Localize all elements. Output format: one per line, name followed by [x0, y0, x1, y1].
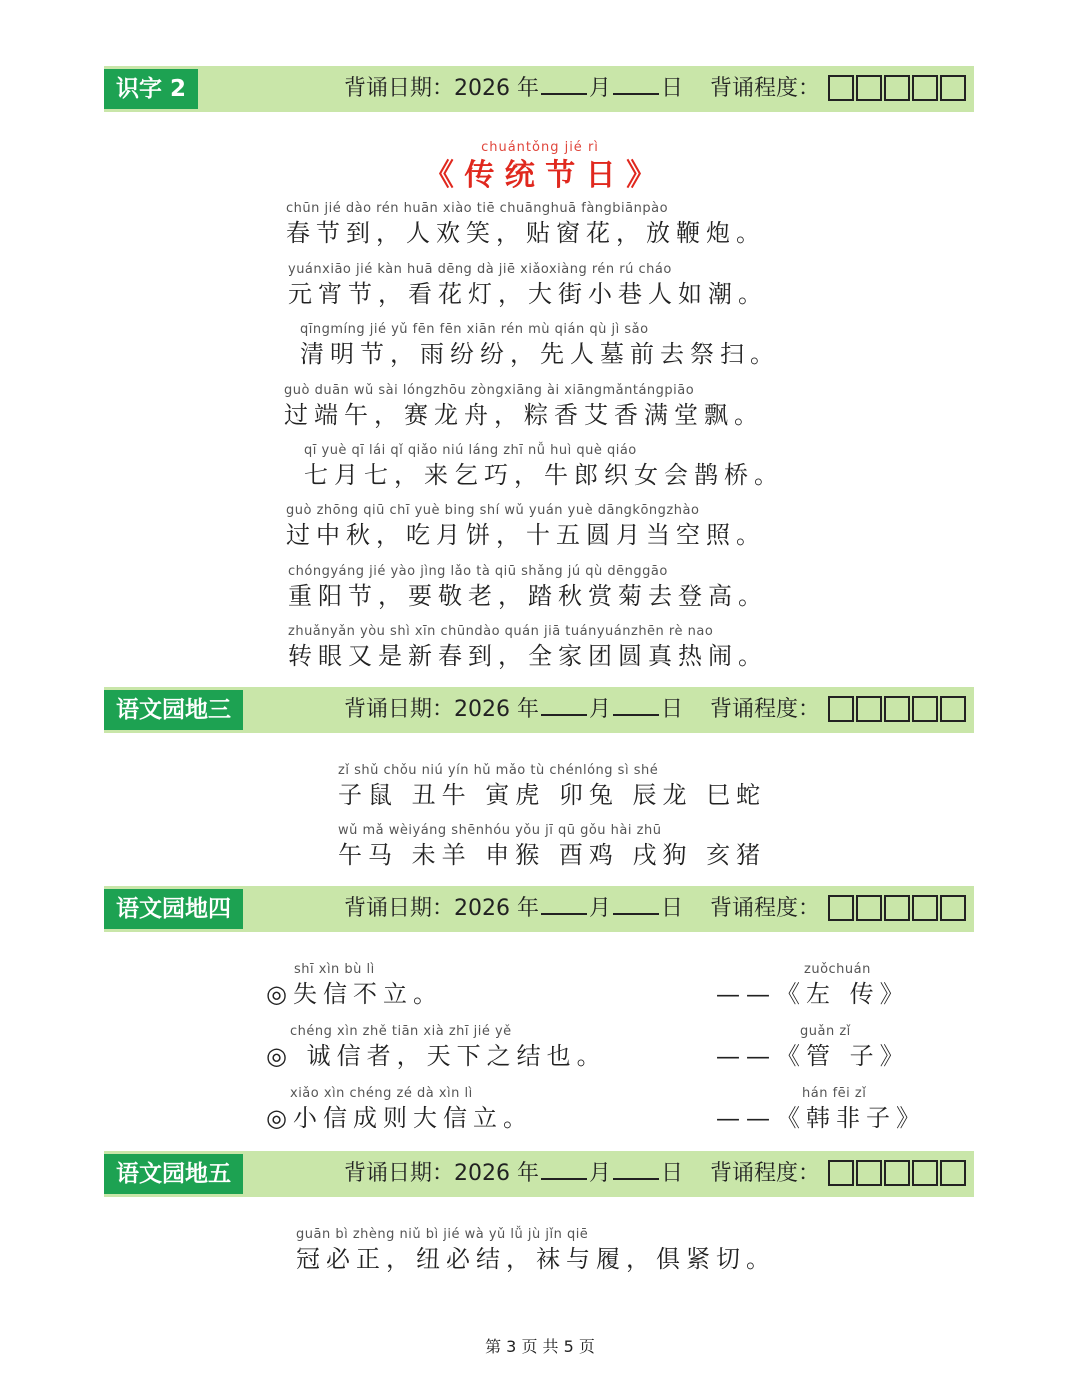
progress-boxes[interactable]	[828, 75, 968, 101]
progress-checkbox[interactable]	[884, 1160, 910, 1186]
section-header-1	[104, 66, 974, 112]
month-blank[interactable]	[541, 688, 587, 716]
progress-checkbox[interactable]	[912, 895, 938, 921]
poem-line: guò duān wǔ sài lóngzhōu zòngxiāng ài xiāngmǎntángpiāo 过端午，赛龙舟，粽香艾香满堂飘。	[284, 383, 764, 429]
recite-date: 背诵日期：2026 年 月 日	[344, 886, 683, 932]
section-tag: 语文园地五	[104, 1154, 243, 1194]
progress-boxes[interactable]	[828, 1160, 968, 1186]
poem-line: qīngmíng jié yǔ fēn fēn xiān rén mù qián qù jì sǎo 清明节，雨纷纷，先人墓前去祭扫。	[300, 322, 780, 368]
section-tag: 语文园地四	[104, 889, 243, 929]
section-header-4	[104, 1151, 974, 1197]
progress-checkbox[interactable]	[828, 696, 854, 722]
poem-line: zhuǎnyǎn yòu shì xīn chūndào quán jiā tuányuánzhēn rè nao 转眼又是新春到，全家团圆真热闹。	[288, 624, 768, 670]
saying-line: shī xìn bù lì ◎失信不立。	[266, 962, 443, 1008]
progress-checkbox[interactable]	[856, 895, 882, 921]
poem-line: yuánxiāo jié kàn huā dēng dà jiē xiǎoxiàng rén rú cháo 元宵节，看花灯，大街小巷人如潮。	[288, 262, 768, 308]
poem-line: guò zhōng qiū chī yuè bing shí wǔ yuán yuè dāngkōngzhào 过中秋，吃月饼，十五圆月当空照。	[286, 503, 766, 549]
progress-checkbox[interactable]	[940, 75, 966, 101]
progress-checkbox[interactable]	[884, 75, 910, 101]
rules-line: guān bì zhèng niǔ bì jié wà yǔ lǚ jù jǐn qiē 冠必正，纽必结，袜与履，俱紧切。	[296, 1227, 776, 1273]
recite-date: 背诵日期：2026 年 月 日	[344, 66, 683, 112]
recite-date: 背诵日期：2026 年 月 日	[344, 687, 683, 733]
poem-line: qī yuè qī lái qǐ qiǎo niú láng zhī nǚ huì què qiáo 七月七，来乞巧，牛郎织女会鹊桥。	[304, 443, 784, 489]
day-blank[interactable]	[613, 688, 659, 716]
progress-checkbox[interactable]	[884, 696, 910, 722]
month-blank[interactable]	[541, 1152, 587, 1180]
progress-checkbox[interactable]	[912, 696, 938, 722]
progress-label: 背诵程度：	[710, 76, 821, 101]
progress-checkbox[interactable]	[828, 895, 854, 921]
section-header-3	[104, 886, 974, 932]
progress-label: 背诵程度：	[710, 697, 821, 722]
month-blank[interactable]	[541, 887, 587, 915]
progress-checkbox[interactable]	[940, 696, 966, 722]
progress-label: 背诵程度：	[710, 1161, 821, 1186]
progress-checkbox[interactable]	[940, 1160, 966, 1186]
day-blank[interactable]	[613, 67, 659, 95]
progress-checkbox[interactable]	[828, 75, 854, 101]
day-blank[interactable]	[613, 1152, 659, 1180]
section-tag: 识字 2	[104, 69, 198, 109]
saying-source: zuǒchuán ——《左 传》	[716, 962, 910, 1008]
poem-title: 《 传 统 节 日 》	[423, 158, 657, 193]
title-pinyin: chuántǒng jié rì	[481, 140, 599, 155]
progress-checkbox[interactable]	[912, 75, 938, 101]
section-tag: 语文园地三	[104, 690, 243, 730]
poem-line: chūn jié dào rén huān xiào tiē chuānghuā fàngbiānpào 春节到，人欢笑，贴窗花，放鞭炮。	[286, 201, 766, 247]
saying-line: xiǎo xìn chéng zé dà xìn lì ◎小信成则大信立。	[266, 1086, 533, 1132]
progress-checkbox[interactable]	[940, 895, 966, 921]
recite-date: 背诵日期：2026 年 月 日	[344, 1151, 683, 1197]
month-blank[interactable]	[541, 67, 587, 95]
progress-checkbox[interactable]	[828, 1160, 854, 1186]
saying-line: chéng xìn zhě tiān xià zhī jié yě ◎ 诚信者，天下之结也。	[266, 1024, 607, 1070]
progress-label: 背诵程度：	[710, 896, 821, 921]
saying-source: guǎn zǐ ——《管 子》	[716, 1024, 910, 1070]
progress-checkbox[interactable]	[856, 75, 882, 101]
progress-boxes[interactable]	[828, 895, 968, 921]
progress-checkbox[interactable]	[884, 895, 910, 921]
progress-boxes[interactable]	[828, 696, 968, 722]
progress-checkbox[interactable]	[912, 1160, 938, 1186]
progress-checkbox[interactable]	[856, 1160, 882, 1186]
section-header-2	[104, 687, 974, 733]
page-number: 第 3 页 共 5 页	[485, 1337, 595, 1356]
poem-line: chóngyáng jié yào jìng lǎo tà qiū shǎng jú qù dēnggāo 重阳节，要敬老，踏秋赏菊去登高。	[288, 564, 768, 610]
zodiac-line: wǔ mǎ wèiyáng shēnhóu yǒu jī qū gǒu hài zhū 午马 未羊 申猴 酉鸡 戌狗 亥猪	[338, 823, 767, 869]
zodiac-line: zǐ shǔ chǒu niú yín hǔ mǎo tù chénlóng sì shé 子鼠 丑牛 寅虎 卯兔 辰龙 巳蛇	[338, 763, 767, 809]
day-blank[interactable]	[613, 887, 659, 915]
progress-checkbox[interactable]	[856, 696, 882, 722]
saying-source: hán fēi zǐ ——《韩非子》	[716, 1086, 926, 1132]
